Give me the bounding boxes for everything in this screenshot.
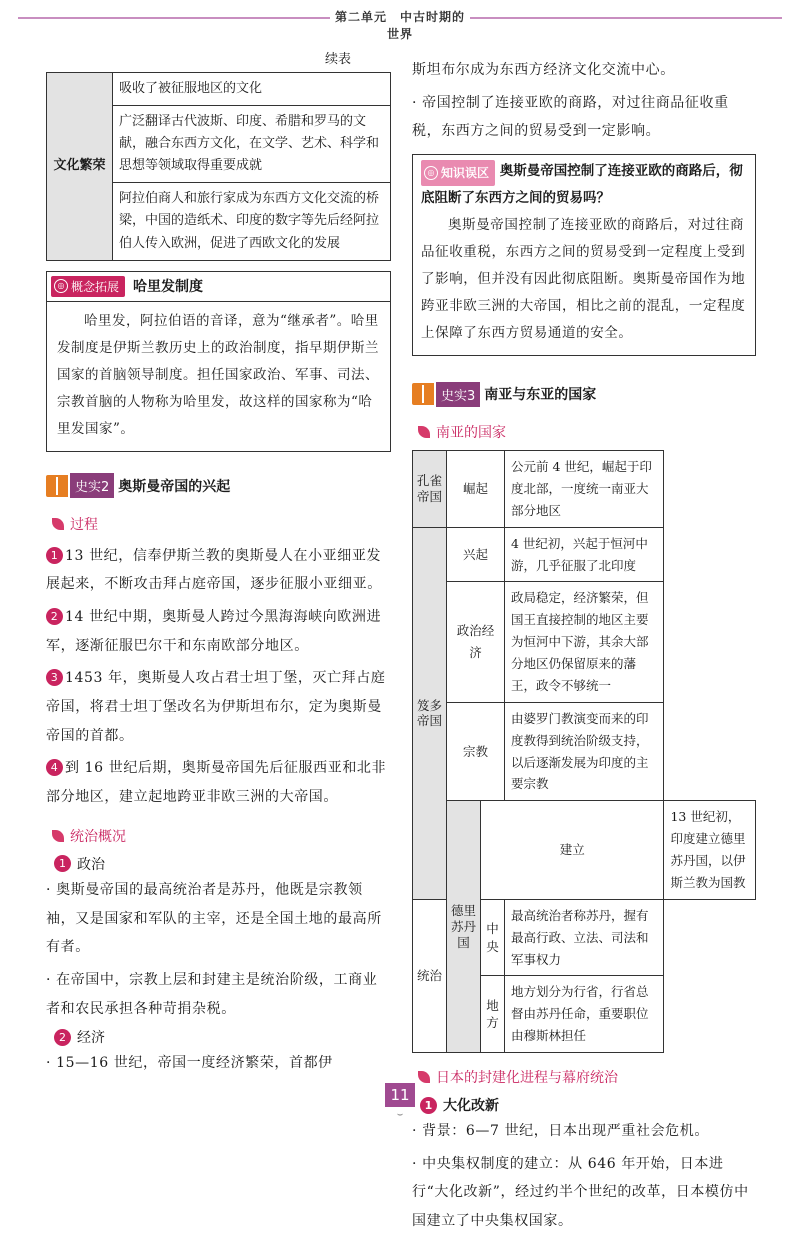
lightbulb-icon: ◎ (54, 279, 68, 293)
subheading-japan (418, 1067, 756, 1087)
row-text: 政局稳定，经济繁荣，但国王直接控制的地区主要为恒河中下游，其余大部分地区仍保留原来的藩王，政令不够统一 (505, 582, 664, 702)
taika-item: · 背景：6—7 世纪，日本出现严重社会危机。 (412, 1123, 709, 1140)
row-label: 政治经济 (447, 582, 505, 702)
number-badge: 1 (420, 1097, 437, 1114)
row-text: 地方划分为行省，行省总督由苏丹任命，重要职位由穆斯林担任 (505, 976, 664, 1053)
politics-title (54, 854, 391, 874)
concept-box (46, 271, 391, 452)
row-text: 4 世纪初，兴起于恒河中游，几乎征服了北印度 (505, 527, 664, 582)
politics-item: · 奥斯曼帝国的最高统治者是苏丹，他既是宗教领袖，又是国家和军队的主宰，还是全国土地的最高所有者。 (46, 881, 382, 956)
culture-head: 文化繁荣 (47, 73, 113, 261)
section-title: 南亚与东亚的国家 (484, 387, 597, 404)
south-asia-table (412, 450, 756, 1053)
culture-row: 广泛翻译古代波斯、印度、希腊和罗马的文献，融合东西方文化，在文学、艺术、科学和思想等领域取得重要成就 (113, 106, 391, 183)
rule-label: 统治 (413, 899, 447, 1052)
section-tag: 史实3 (436, 382, 480, 407)
trade-text: · 帝国控制了连接亚欧的商路，对过往商品征收重税，东西方之间的贸易受到一定影响。 (412, 94, 729, 140)
economy-item: · 15—16 世纪，帝国一度经济繁荣，首都伊 (46, 1055, 333, 1072)
section-tag: 史实2 (70, 473, 114, 498)
number-badge: 4 (46, 759, 63, 776)
mistake-label-text: 知识误区 (441, 165, 490, 180)
process-text: 1453 年，奥斯曼人攻占君士坦丁堡，灭亡拜占庭帝国，将君士坦丁堡改名为伊斯坦布尔，定为奥斯曼帝国的首都。 (46, 670, 386, 744)
page-number: 11 (385, 1083, 415, 1107)
subheading-text: 南亚的国家 (436, 425, 506, 442)
number-badge: 2 (46, 608, 63, 625)
process-item (46, 754, 391, 811)
row-label: 建立 (481, 801, 664, 900)
subheading-text: 过程 (70, 516, 98, 533)
concept-header (47, 272, 390, 302)
process-text: 14 世纪中期，奥斯曼人跨过今黑海海峡向欧洲进军，逐渐征服巴尔干和东南欧部分地区。 (46, 609, 382, 654)
mistake-question-text: 奥斯曼帝国控制了连接亚欧的商路后，彻底阻断了东西方之间的贸易吗？ (421, 163, 743, 207)
central-label: 中央 (481, 899, 505, 976)
economy-title-text: 经济 (77, 1030, 105, 1047)
empire-name: 孔雀帝国 (413, 451, 447, 528)
section-title: 奥斯曼帝国的兴起 (118, 478, 231, 495)
mistake-box (412, 154, 756, 356)
culture-row: 阿拉伯商人和旅行家成为东西方文化交流的桥梁，中国的造纸术、印度的数字等先后经阿拉伯人传入欧洲，促进了西欧文化的发展 (113, 183, 391, 260)
leaf-icon (52, 830, 64, 842)
row-text: 公元前 4 世纪，崛起于印度北部，一度统一南亚大部分地区 (505, 451, 664, 528)
concept-label (51, 276, 125, 297)
continued-text: 斯坦布尔成为东西方经济文化交流中心。 (412, 62, 675, 78)
concept-body: 哈里发，阿拉伯语的音译，意为“继承者”。哈里发制度是伊斯兰教历史上的政治制度，指早期伊斯兰国家的首脑领导制度。担任国家政治、军事、司法、宗教首脑的人物称为哈里发，故这样的国家称为“哈里发国家”。 (57, 312, 379, 437)
taika-title-text: 大化改新 (443, 1098, 499, 1115)
empire-name: 德里苏丹国 (447, 801, 481, 1053)
right-column (412, 56, 756, 1240)
process-item (46, 542, 391, 599)
subheading-text: 统治概况 (70, 828, 126, 845)
left-column (46, 50, 391, 1082)
mistake-question (421, 159, 747, 212)
subheading-process (52, 514, 391, 534)
local-label: 地方 (481, 976, 505, 1053)
subheading-rule (52, 826, 391, 846)
taika-item: · 中央集权制度的建立：从 646 年开始，日本进行“大化改新”，经过约半个世纪的改革，日本模仿中国建立了中央集权国家。 (412, 1155, 749, 1230)
taika-title (420, 1095, 756, 1115)
row-text: 13 世纪初，印度建立德里苏丹国，以伊斯兰教为国教 (664, 801, 756, 900)
politics-title-text: 政治 (77, 856, 105, 873)
page-header (0, 6, 800, 41)
book-icon (46, 475, 68, 497)
row-label: 宗教 (447, 702, 505, 801)
concept-label-text: 概念拓展 (71, 279, 120, 294)
book-icon (412, 383, 434, 405)
leaf-icon (52, 518, 64, 530)
process-item (46, 603, 391, 660)
table-caption: 续表 (324, 52, 351, 67)
process-text: 13 世纪，信奉伊斯兰教的奥斯曼人在小亚细亚发展起来，不断攻击拜占庭帝国，逐步征服小亚细亚。 (46, 547, 382, 593)
section-3-header (412, 380, 756, 408)
subheading-text: 日本的封建化进程与幕府统治 (436, 1070, 618, 1087)
leaf-icon (418, 1071, 430, 1083)
number-badge: 1 (54, 855, 71, 872)
politics-item: · 在帝国中，宗教上层和封建主是统治阶级，工商业者和农民承担各种苛捐杂税。 (46, 971, 378, 1017)
mistake-answer: 奥斯曼帝国控制了连接亚欧的商路后，对过往商品征收重税，东西方之间的贸易受到一定程度上受到了影响，但并没有因此彻底阻断。奥斯曼帝国作为地跨亚非欧三洲的大帝国，相比之前的混乱，一定程度上保障了东西方贸易通道的安全。 (421, 217, 746, 342)
number-badge: 2 (54, 1029, 71, 1046)
leaf-icon (418, 426, 430, 438)
unit-title: 第二单元 中古时期的世界 (330, 8, 470, 42)
culture-row: 吸收了被征服地区的文化 (113, 73, 391, 106)
culture-table (46, 72, 391, 261)
number-badge: 3 (46, 669, 63, 686)
bird-icon: ⌣ (396, 1109, 404, 1120)
empire-name: 笈多帝国 (413, 527, 447, 899)
process-item (46, 664, 391, 750)
concept-title: 哈里发制度 (133, 279, 204, 296)
economy-title (54, 1027, 391, 1047)
subheading-south-asia (418, 422, 756, 442)
row-text: 由婆罗门教演变而来的印度教得到统治阶级支持，以后逐渐发展为印度的主要宗教 (505, 702, 664, 801)
mistake-label (421, 160, 495, 187)
number-badge: 1 (46, 547, 63, 564)
row-label: 兴起 (447, 527, 505, 582)
process-text: 到 16 世纪后期，奥斯曼帝国先后征服西亚和北非部分地区，建立起地跨亚非欧三洲的大帝国。 (46, 760, 387, 806)
row-label: 崛起 (447, 451, 505, 528)
warning-icon: ◎ (424, 166, 438, 180)
row-text: 最高统治者称苏丹，握有最高行政、立法、司法和军事权力 (505, 899, 664, 976)
section-2-header (46, 472, 391, 500)
